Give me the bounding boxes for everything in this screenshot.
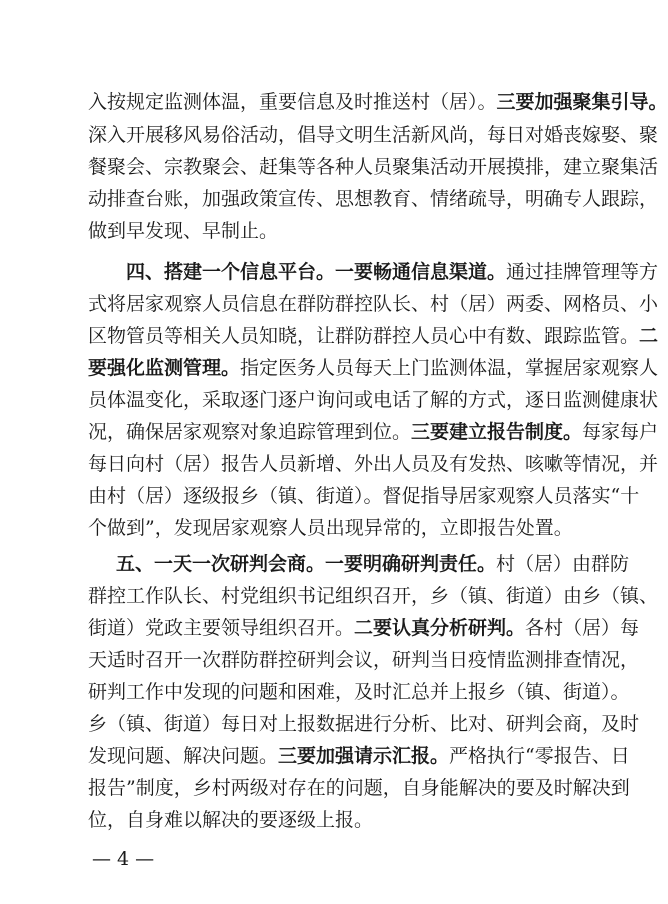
bold-text-segment: 要强化监测管理。 <box>88 357 241 379</box>
text-segment: 发现问题、解决问题。 <box>88 745 279 767</box>
text-segment: 研判工作中发现的问题和困难，及时汇总并上报乡（镇、街道）。 <box>88 681 630 703</box>
text-segment: 天适时召开一次群防群控研判会议，研判当日疫情监测排查情况， <box>88 649 640 671</box>
text-line <box>88 151 659 183</box>
bold-text-segment: 一要畅通信息渠道。 <box>335 261 507 283</box>
text-segment: 入按规定监测体温，重要信息及时推送村（居）。 <box>88 91 497 113</box>
text-segment: 每日向村（居）报告人员新增、外出人员及有发热、咳嗽等情况，并 <box>88 453 659 475</box>
text-line <box>88 416 659 448</box>
page-number: — 4 — <box>92 848 155 870</box>
text-segment: 报告”制度，乡村两级对存在的问题，自身能解决的要及时解决到 <box>88 777 630 799</box>
bold-text-segment: 四、搭建一个信息平台。 <box>126 261 336 283</box>
text-line <box>88 676 630 708</box>
text-line <box>88 644 640 676</box>
text-segment: 做到早发现、早制止。 <box>88 220 279 242</box>
bold-text-segment: 二 <box>639 325 659 347</box>
text-segment: 乡（镇、街道）每日对上报数据进行分析、比对、研判会商，及时 <box>88 713 640 735</box>
text-line <box>88 772 630 804</box>
text-line <box>88 512 573 544</box>
text-line <box>88 740 630 772</box>
text-segment: 指定医务人员每天上门监测体温，掌握居家观察人 <box>240 357 659 379</box>
text-segment: 街道）党政主要领导组织召开。 <box>88 617 355 639</box>
text-segment: 员体温变化，采取逐门逐户询问或电话了解的方式，逐日监测健康状 <box>88 389 659 411</box>
text-segment: 况，确保居家观察对象追踪管理到位。 <box>88 421 412 443</box>
text-line <box>88 183 659 215</box>
text-line <box>88 86 668 118</box>
text-segment: 每家每户 <box>582 421 659 443</box>
text-line <box>88 804 562 836</box>
text-line <box>126 256 659 288</box>
text-segment: 餐聚会、宗教聚会、赶集等各种人员聚集活动开展摸排，建立聚集活 <box>88 156 659 178</box>
bold-text-segment: 五、一天一次研判会商。 <box>116 553 326 575</box>
text-line <box>88 288 659 320</box>
bold-text-segment: 三要建立报告制度。 <box>411 421 583 443</box>
text-segment: 深入开展移风易俗活动，倡导文明生活新风尚，每日对婚丧嫁娶、聚 <box>88 124 659 146</box>
text-line <box>88 215 562 247</box>
text-line <box>88 352 659 384</box>
text-segment: 式将居家观察人员信息在群防群控队长、村（居）两委、网格员、小 <box>88 293 659 315</box>
text-line <box>88 119 659 151</box>
text-segment: 位，自身难以解决的要逐级上报。 <box>88 809 374 831</box>
text-line <box>88 384 659 416</box>
bold-text-segment: 三要加强聚集引导。 <box>496 91 668 113</box>
bold-text-segment: 二要认真分析研判。 <box>354 617 526 639</box>
text-segment: 严格执行“零报告、日 <box>449 745 630 767</box>
text-line <box>88 480 640 512</box>
text-line <box>88 448 659 480</box>
text-segment: 区物管员等相关人员知晓，让群防群控人员心中有数、跟踪监管。 <box>88 325 640 347</box>
text-segment: 各村（居）每 <box>525 617 640 639</box>
text-line <box>88 612 640 644</box>
text-line <box>88 708 640 740</box>
text-segment: 由村（居）逐级报乡（镇、街道）。督促指导居家观察人员落实“十 <box>88 485 640 507</box>
text-segment: 个做到”，发现居家观察人员出现异常的，立即报告处置。 <box>88 517 573 539</box>
text-segment: 动排查台账，加强政策宣传、思想教育、情绪疏导，明确专人跟踪， <box>88 188 659 210</box>
bold-text-segment: 三要加强请示汇报。 <box>278 745 450 767</box>
text-segment: 村（居）由群防 <box>496 553 630 575</box>
text-line <box>116 548 630 580</box>
text-line <box>88 320 659 352</box>
bold-text-segment: 一要明确研判责任。 <box>325 553 497 575</box>
text-segment: 通过挂牌管理等方 <box>506 261 659 283</box>
text-segment: 群控工作队长、村党组织书记组织召开，乡（镇、街道）由乡（镇、 <box>88 585 659 607</box>
text-line <box>88 580 659 612</box>
